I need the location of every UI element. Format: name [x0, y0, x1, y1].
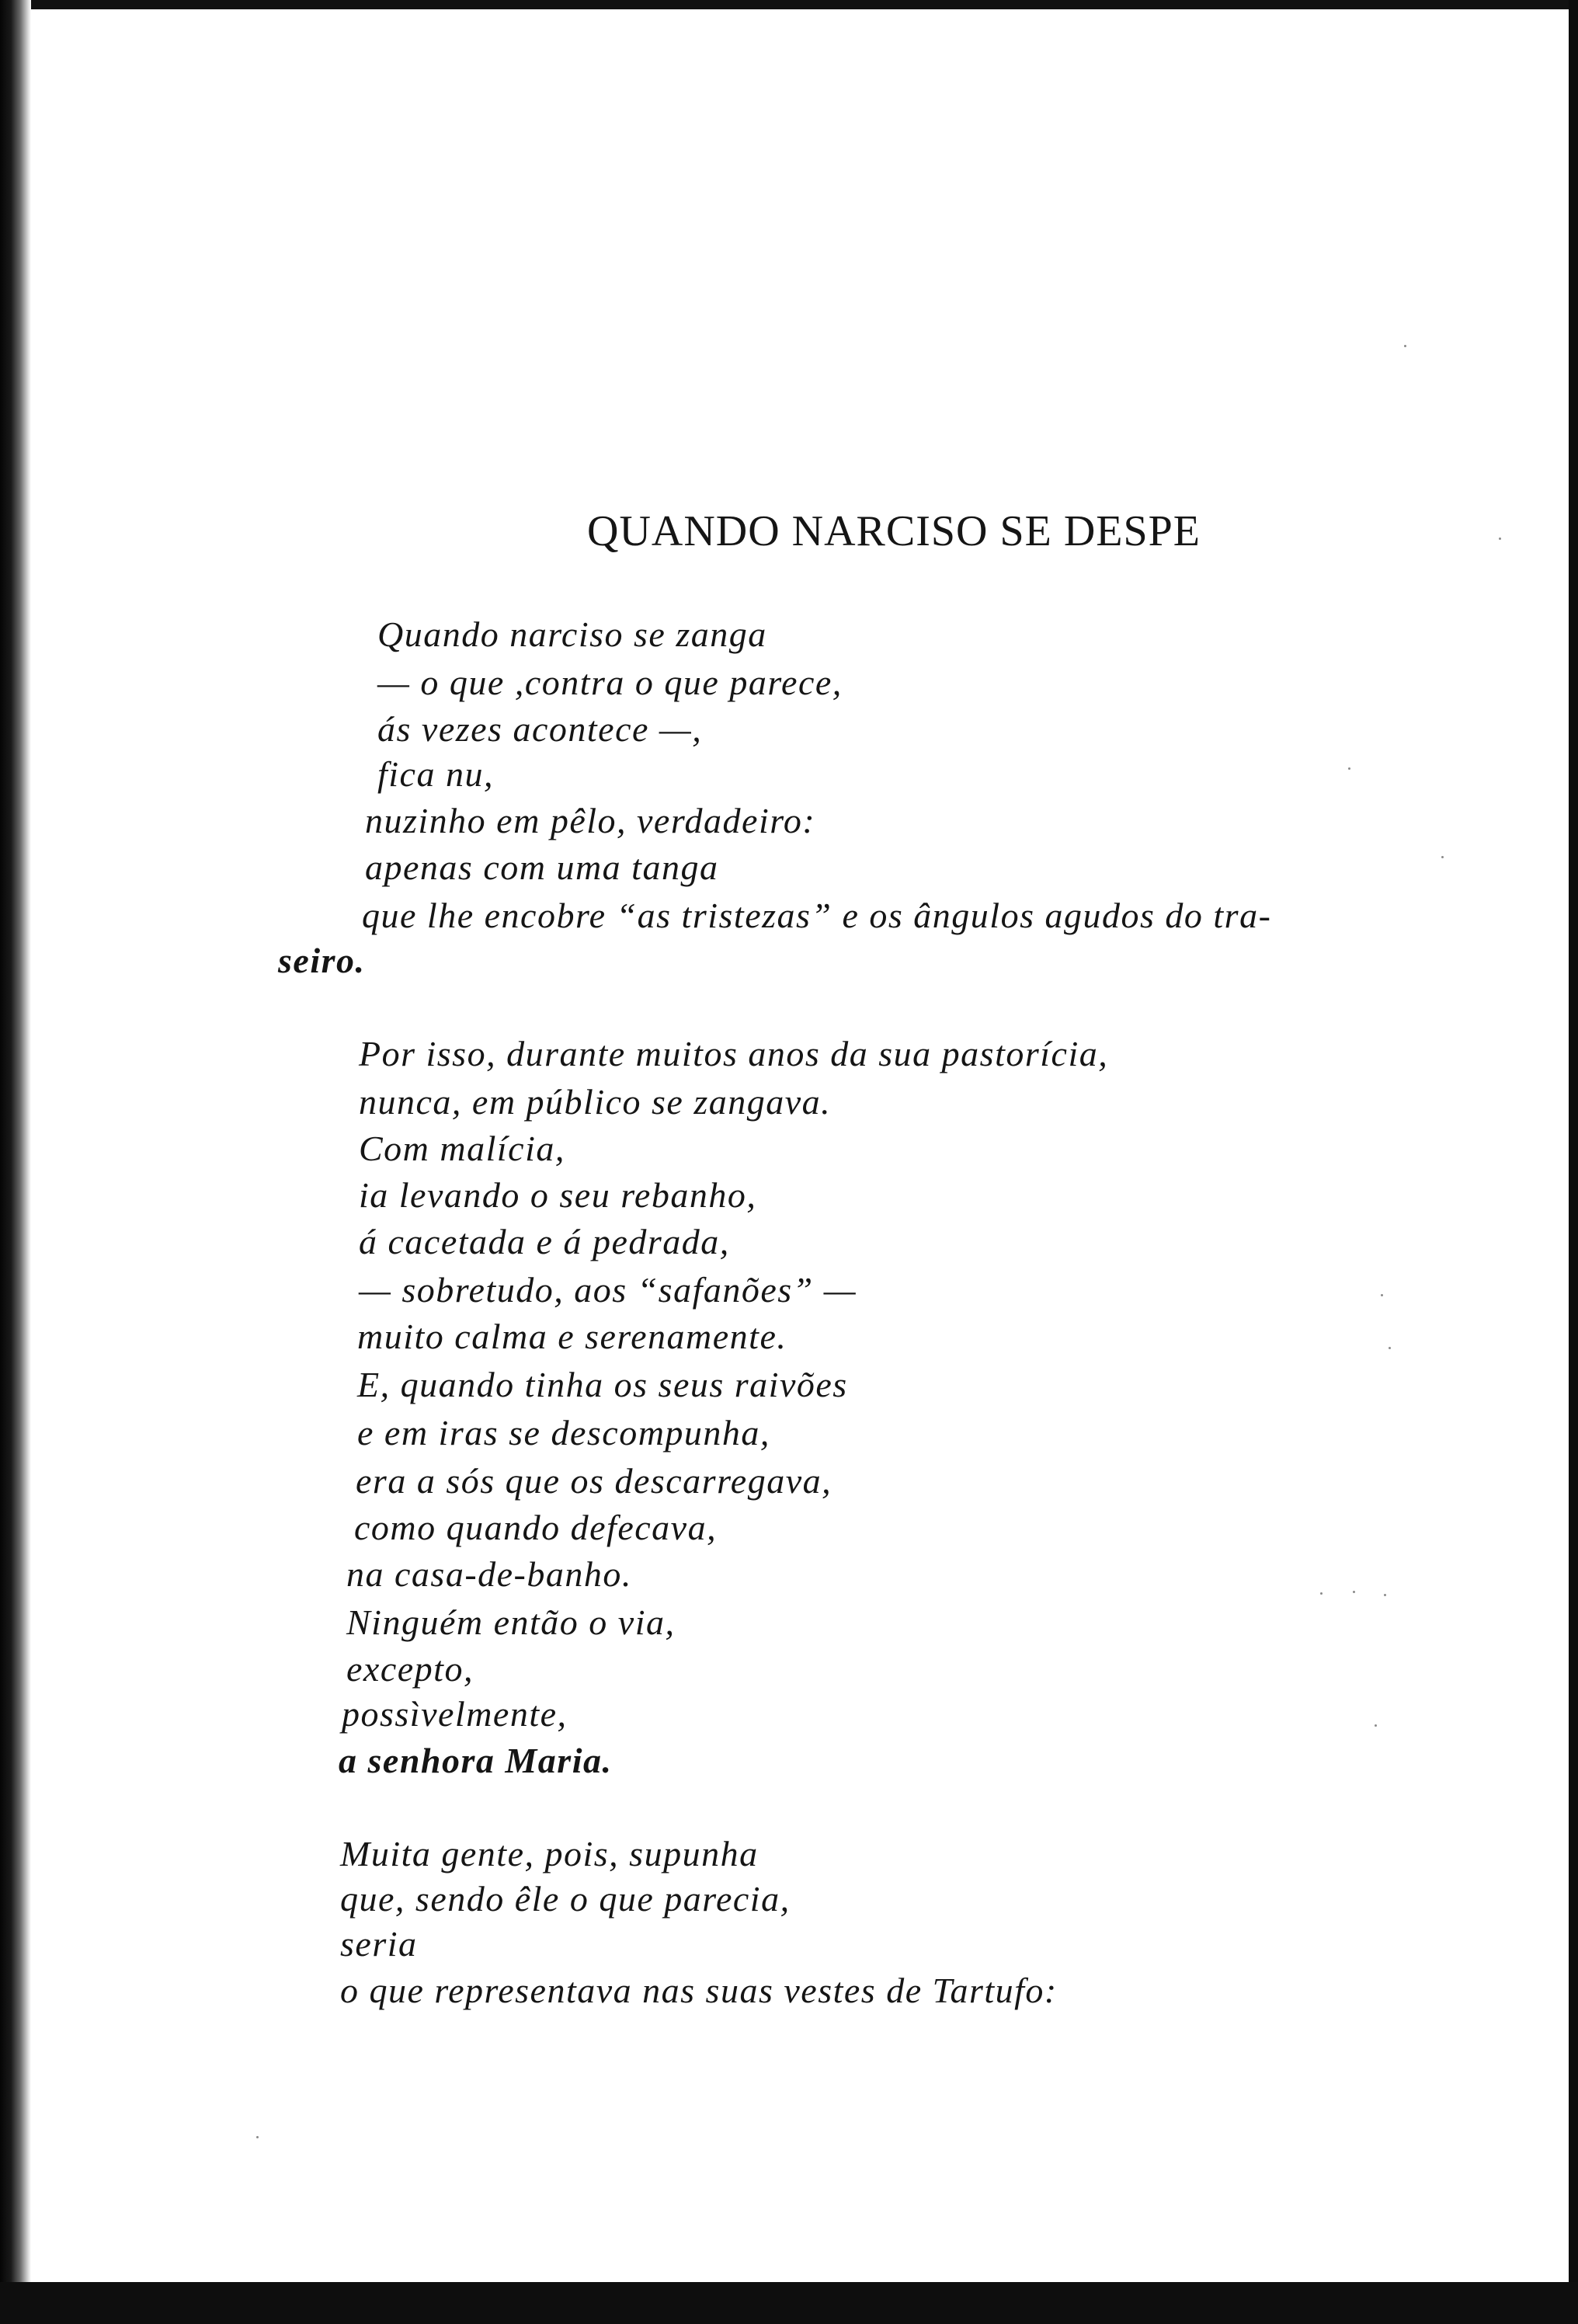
poem-title: QUANDO NARCISO SE DESPE [587, 507, 1201, 555]
verse-line: ia levando o seu rebanho, [359, 1175, 757, 1215]
scan-speck [1441, 856, 1444, 858]
verse-line: fica nu, [377, 754, 494, 794]
verse-line: E, quando tinha os seus raivões [357, 1365, 848, 1404]
verse-line: ás vezes acontece —, [377, 709, 703, 749]
verse-line: nuzinho em pêlo, verdadeiro: [365, 801, 816, 840]
scan-speck [1384, 1594, 1386, 1596]
verse-line: Ninguém então o via, [346, 1602, 676, 1642]
verse-line: era a sós que os descarregava, [356, 1461, 832, 1501]
verse-line: e em iras se descompunha, [357, 1413, 770, 1452]
verse-line: seria [340, 1924, 418, 1964]
verse-line: seiro. [278, 941, 366, 980]
verse-line: excepto, [346, 1649, 474, 1689]
verse-line: — o que ,contra o que parece, [377, 663, 843, 702]
verse-line: nunca, em público se zangava. [359, 1082, 832, 1122]
verse-line: que, sendo êle o que parecia, [340, 1879, 791, 1919]
verse-line: Muita gente, pois, supunha [340, 1834, 759, 1873]
scan-speck [1375, 1724, 1377, 1727]
scan-border-left [0, 0, 31, 2324]
scan-speck [1499, 538, 1501, 540]
scan-border-top [0, 0, 1578, 9]
verse-line: possìvelmente, [342, 1694, 568, 1734]
verse-line: como quando defecava, [354, 1508, 718, 1547]
scan-speck [1389, 1347, 1391, 1349]
scan-speck [256, 2136, 259, 2138]
verse-line: apenas com uma tanga [365, 847, 719, 887]
scan-speck [1353, 1591, 1355, 1593]
verse-line: muito calma e serenamente. [357, 1317, 787, 1356]
verse-line: Com malícia, [359, 1129, 565, 1168]
verse-line: na casa-de-banho. [346, 1554, 632, 1594]
verse-line: Quando narciso se zanga [377, 614, 767, 654]
verse-line: — sobretudo, aos “safanões” — [359, 1270, 857, 1310]
scan-border-bottom [0, 2282, 1578, 2324]
scan-border-right [1569, 0, 1578, 2324]
verse-line: que lhe encobre “as tristezas” e os ângulos agudos do tra- [362, 896, 1272, 935]
verse-line: Por isso, durante muitos anos da sua pastorícia, [359, 1034, 1109, 1073]
verse-line: á cacetada e á pedrada, [359, 1222, 730, 1261]
scan-speck [1320, 1592, 1323, 1595]
scan-speck [1381, 1294, 1383, 1296]
scan-speck [1404, 345, 1406, 347]
scan-speck [1348, 767, 1350, 770]
verse-line: a senhora Maria. [339, 1741, 613, 1780]
verse-line: o que representava nas suas vestes de Tartufo: [340, 1971, 1058, 2010]
